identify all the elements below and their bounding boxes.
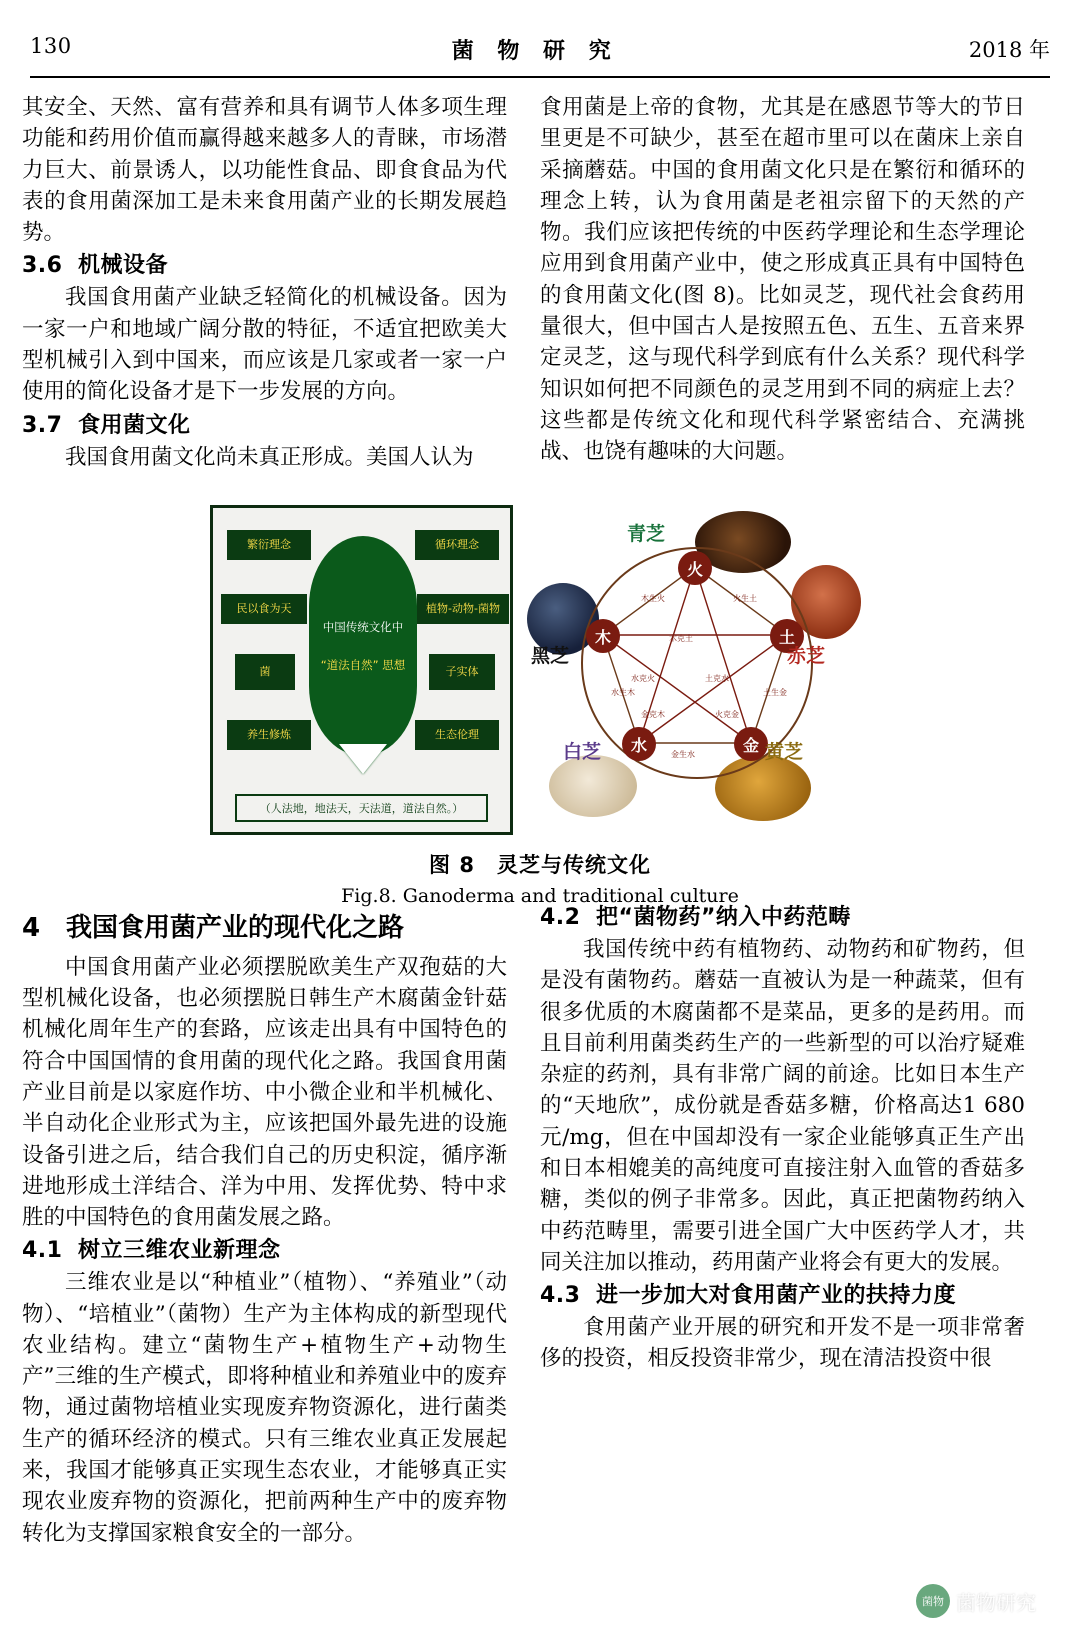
header-divider [30,76,1050,78]
section-number: 4.1 [22,1238,63,1264]
paragraph-4-1: 三维农业是以“种植业”（植物）、“养殖业”（动物）、“培植业”（菌物）生产为主体构成的新型现代农业结构。建立“菌物生产+植物生产+动物生产”三维的生产模式，即将种植业和养殖业中的废弃物，通过菌物培植业实现废弃物资源化，进行菌类生产的循环经济的模式。只有三维农业真正发展起来，我国才能够真正实现生态农业，才能够真正实现农业废弃物的资源化，把前两种生产中的废弃物转化为支撑国家粮食安全的一部分。 [22,1270,507,1546]
figure-8 [210,505,870,907]
label-qingzhi: 青芝 [627,523,666,545]
right-column-top [540,92,1025,492]
down-arrow-icon [339,744,387,774]
section-number: 3.7 [22,412,63,438]
diagram-center-line2: “道法自然” 思想 [320,658,406,672]
figure-8-images [210,505,870,835]
figure-8-panel-a [210,505,513,835]
diagram-box-0: 繁衍理念 [227,530,311,560]
label-huangzhi: 黄芝 [765,741,804,763]
element-node-fire: 火 [678,551,712,585]
section-heading-3-7 [22,410,507,442]
label-baizhi: 白芝 [563,741,602,763]
paragraph-right-top: 食用菌是上帝的食物，尤其是在感恩节等大的节日里更是不可缺少，甚至在超市里可以在菌床上亲自采摘蘑菇。中国的食用菌文化只是在繁衍和循环的理念上转，认为食用菌是老祖宗留下的天然的产物。我们应该把传统的中医药学理论和生态学理论应用到食用菌产业中，使之形成真正具有中国特色的食用菌文化(图 8)。比如灵芝，现代社会食药用量很大，但中国古人是按照五色、五生、五音来界定灵芝，这与现代科学到底有什么关系？现代科学知识如何把不同颜色的灵芝用到不同的病症上去？这些都是传统文化和现代科学紧密结合、充满挑战、也饶有趣味的大问题。 [540,95,1025,465]
section-number: 4.3 [540,1283,581,1309]
svg-text:木克土: 木克土 [669,634,693,643]
svg-text:水克火: 水克火 [631,674,655,683]
section-heading-4-3 [540,1280,1025,1312]
svg-text:土生金: 土生金 [763,688,787,697]
paragraph-4-3: 食用菌产业开展的研究和开发不是一项非常奢侈的投资，相反投资非常少，现在清洁投资中很 [540,1315,1025,1372]
section-title: 把“菌物药”纳入中药范畴 [596,905,851,930]
figure-8-caption [210,849,870,907]
diagram-center-line1: 中国传统文化中 [322,620,404,634]
watermark-text: 菌物研究 [956,1590,1036,1615]
section-heading-4-2 [540,902,1025,934]
diagram-box-7: 生态伦理 [415,720,499,750]
diagram-box-4: 菌 [235,654,295,690]
diagram-box-6: 养生修炼 [227,720,311,750]
section-title: 进一步加大对食用菌产业的扶持力度 [596,1283,957,1309]
paragraph-4-2: 我国传统中药有植物药、动物药和矿物药，但是没有菌物药。蘑菇一直被认为是一种蔬菜，但有很多优质的木腐菌都不是菜品，更多的是药用。而且目前利用菌类药生产的一些新型的可以治疗疑难杂症的药剂，具有非常广阔的前途。比如日本生产的“天地欣”，成份就是香菇多糖，价格高达1 680 元/mg，但在中国却没有一家企业能够真正生产出和日本相媲美的高纯度可直接注射入血管的香菇多糖，类似的例子非常多。因此，真正把菌物药纳入中药范畴里，需要引进全国广大中医药学人才，共同关注加以推动，药用菌产业将会有更大的发展。 [540,937,1025,1275]
left-column-top [22,92,507,492]
diagram-footer-text: （人法地，地法天，天法道，道法自然。） [235,794,488,822]
section-heading-4 [22,910,507,948]
journal-title: 菌 物 研 究 [451,38,619,64]
label-heizhi: 黑芝 [531,645,570,667]
page-header [30,34,1050,76]
element-node-metal: 金 [734,727,768,761]
paragraph-4: 中国食用菌产业必须摆脱欧美生产双孢菇的大型机械化设备，也必须摆脱日韩生产木腐菌金针菇机械化周年生产的套路，应该走出具有中国特色的符合中国国情的食用菌的现代化之路。我国食用菌产业目前是以家庭作坊、中小微企业和半机械化、半自动化企业形式为主，应该把国外最先进的设施设备引进之后，结合我们自己的历史积淀，循序渐进地形成土洋结合、洋为中用、发挥优势、特中求胜的中国特色的食用菌发展之路。 [22,954,507,1231]
figure-8-panel-b [519,505,869,835]
paragraph-3-7: 我国食用菌文化尚未真正形成。美国人认为 [65,444,474,470]
label-chizhi: 赤芝 [787,645,826,667]
svg-text:火生土: 火生土 [733,594,757,603]
section-heading-4-1 [22,1235,507,1267]
paragraph-continued: 其安全、天然、富有营养和具有调节人体多项生理功能和药用价值而赢得越来越多人的青睐，市场潜力巨大、前景诱人，以功能性食品、即食食品为代表的食用菌深加工是未来食用菌产业的长期发展趋势。 [22,95,507,246]
diagram-box-1: 循环理念 [415,530,499,560]
watermark-logo-icon: 菌物 [916,1584,950,1618]
svg-text:水生木: 水生木 [611,688,635,697]
element-node-earth: 土 [770,619,804,653]
section-title: 树立三维农业新理念 [78,1238,281,1264]
svg-text:金克木: 金克木 [641,710,665,719]
section-number: 3.6 [22,253,63,279]
element-node-wood: 木 [586,619,620,653]
svg-text:木生火: 木生火 [641,594,665,603]
left-column-bottom [22,900,507,1620]
page-number: 130 [30,34,72,58]
figure-caption-cn: 图 8 灵芝与传统文化 [429,853,651,877]
svg-text:土克水: 土克水 [705,674,729,683]
section-number: 4 [22,913,41,943]
right-column-bottom [540,900,1025,1620]
diagram-box-5: 子实体 [429,654,495,690]
section-heading-3-6 [22,250,507,282]
publication-year: 2018 年 [968,38,1050,62]
svg-text:金生水: 金生水 [671,750,695,759]
section-title: 机械设备 [78,253,169,279]
svg-text:火克金: 火克金 [715,710,739,719]
diagram-center-ellipse [309,536,417,756]
section-number: 4.2 [540,905,581,930]
figure-caption-en: Fig.8. Ganoderma and traditional culture [341,885,739,907]
section-title: 食用菌文化 [78,412,191,438]
section-title: 我国食用菌产业的现代化之路 [66,913,405,943]
paragraph-3-6: 我国食用菌产业缺乏轻简化的机械设备。因为一家一户和地域广阔分散的特征，不适宜把欧美大型机械引入到中国来，而应该是几家或者一家一户使用的简化设备才是下一步发展的方向。 [22,285,507,405]
diagram-box-3: 植物-动物-菌物 [417,594,509,624]
watermark [916,1581,1066,1621]
diagram-box-2: 民以食为天 [221,594,307,624]
element-node-water: 水 [622,727,656,761]
